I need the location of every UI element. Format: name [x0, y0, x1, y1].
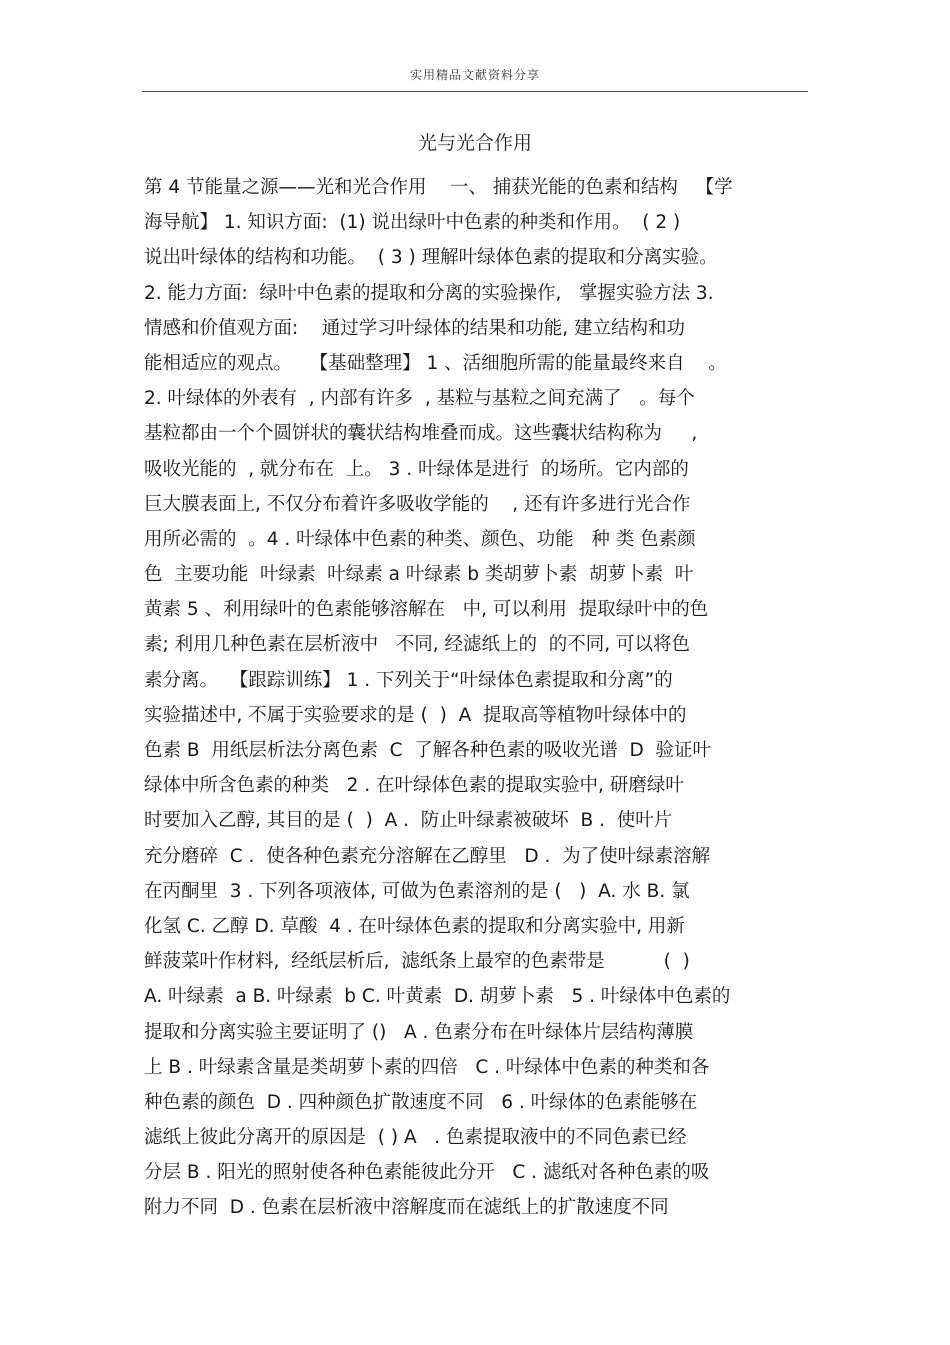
header-divider	[142, 91, 808, 92]
page-header: 实用精品文献资料分享	[409, 68, 540, 82]
body-line: 说出叶绿体的结构和功能。 ( 3 ) 理解叶绿体色素的提取和分离实验。	[144, 247, 718, 269]
body-line: 在丙酮里 3 . 下列各项液体, 可做为色素溶剂的是 ( ) A. 水 B. 氯	[144, 880, 690, 902]
body-line: 鲜菠菜叶作材料, 经纸层析后, 滤纸条上最窄的色素带是 ( )	[144, 951, 690, 973]
body-line: 充分磨碎 C . 使各种色素充分溶解在乙醇里 D . 为了使叶绿素溶解	[144, 845, 711, 867]
body-line: 能相适应的观点。 【基础整理】 1 、活细胞所需的能量最终来自 。	[144, 352, 727, 374]
body-line: 2. 叶绿体的外表有 , 内部有许多 , 基粒与基粒之间充满了 。每个	[144, 388, 695, 410]
body-line: 分层 B . 阳光的照射使各种色素能彼此分开 C . 滤纸对各种色素的吸	[144, 1162, 710, 1184]
body-line: 色素 B 用纸层析法分离色素 C 了解各种色素的吸收光谱 D 验证叶	[144, 740, 712, 761]
body-line: 用所必需的 。4 . 叶绿体中色素的种类、颜色、功能 种 类 色素颜	[144, 528, 696, 550]
body-line: 情感和价值观方面: 通过学习叶绿体的结果和功能, 建立结构和功	[144, 317, 686, 339]
body-line: 海导航】 1. 知识方面: (1) 说出绿叶中色素的种类和作用。 ( 2 )	[144, 212, 681, 234]
body-line: 种色素的颜色 D . 四种颜色扩散速度不同 6 . 叶绿体的色素能够在	[144, 1091, 698, 1113]
body-line: 绿体中所含色素的种类 2 . 在叶绿体色素的提取实验中, 研磨绿叶	[144, 775, 684, 797]
body-line: 色 主要功能 叶绿素 叶绿素 a 叶绿素 b 类胡萝卜素 胡萝卜素 叶	[144, 564, 694, 586]
body-line: 巨大膜表面上, 不仅分布着许多吸收学能的 , 还有许多进行光合作	[144, 493, 691, 515]
body-line: 素; 利用几种色素在层析液中 不同, 经滤纸上的 的不同, 可以将色	[144, 634, 691, 656]
body-line: 黄素 5 、利用绿叶的色素能够溶解在 中, 可以利用 提取绿叶中的色	[144, 599, 709, 621]
body-line: 提取和分离实验主要证明了 () A . 色素分布在叶绿体片层结构薄膜	[144, 1021, 694, 1043]
body-line: 附力不同 D . 色素在层析液中溶解度而在滤纸上的扩散速度不同	[144, 1197, 669, 1219]
body-line: 时要加入乙醇, 其目的是 ( ) A . 防止叶绿素被破坏 B . 使叶片	[144, 810, 673, 832]
body-line: 实验描述中, 不属于实验要求的是 ( ) A 提取高等植物叶绿体中的	[144, 704, 687, 726]
body-line: 第 4 节能量之源——光和光合作用 一、 捕获光能的色素和结构 【学	[144, 177, 733, 198]
body-line: 基粒都由一个个圆饼状的囊状结构堆叠而成。这些囊状结构称为 ,	[144, 423, 698, 445]
body-line: 2. 能力方面: 绿叶中色素的提取和分离的实验操作, 掌握实验方法 3.	[144, 282, 714, 304]
body-line: A. 叶绿素 a B. 叶绿素 b C. 叶黄素 D. 胡萝卜素 5 . 叶绿体中色素的	[144, 986, 731, 1008]
body-line: 素分离。 【跟踪训练】 1 . 下列关于“叶绿体色素提取和分离”的	[144, 669, 673, 691]
body-line: 吸收光能的 , 就分布在 上。 3 . 叶绿体是进行 的场所。它内部的	[144, 458, 689, 480]
body-line: 化氢 C. 乙醇 D. 草酸 4 . 在叶绿体色素的提取和分离实验中, 用新	[144, 915, 685, 937]
document-body	[144, 170, 808, 1226]
body-line: 滤纸上彼此分离开的原因是 ( ) A . 色素提取液中的不同色素已经	[144, 1127, 687, 1149]
body-line: 上 B . 叶绿素含量是类胡萝卜素的四倍 C . 叶绿体中色素的种类和各	[144, 1056, 710, 1078]
document-title: 光与光合作用	[417, 132, 532, 154]
